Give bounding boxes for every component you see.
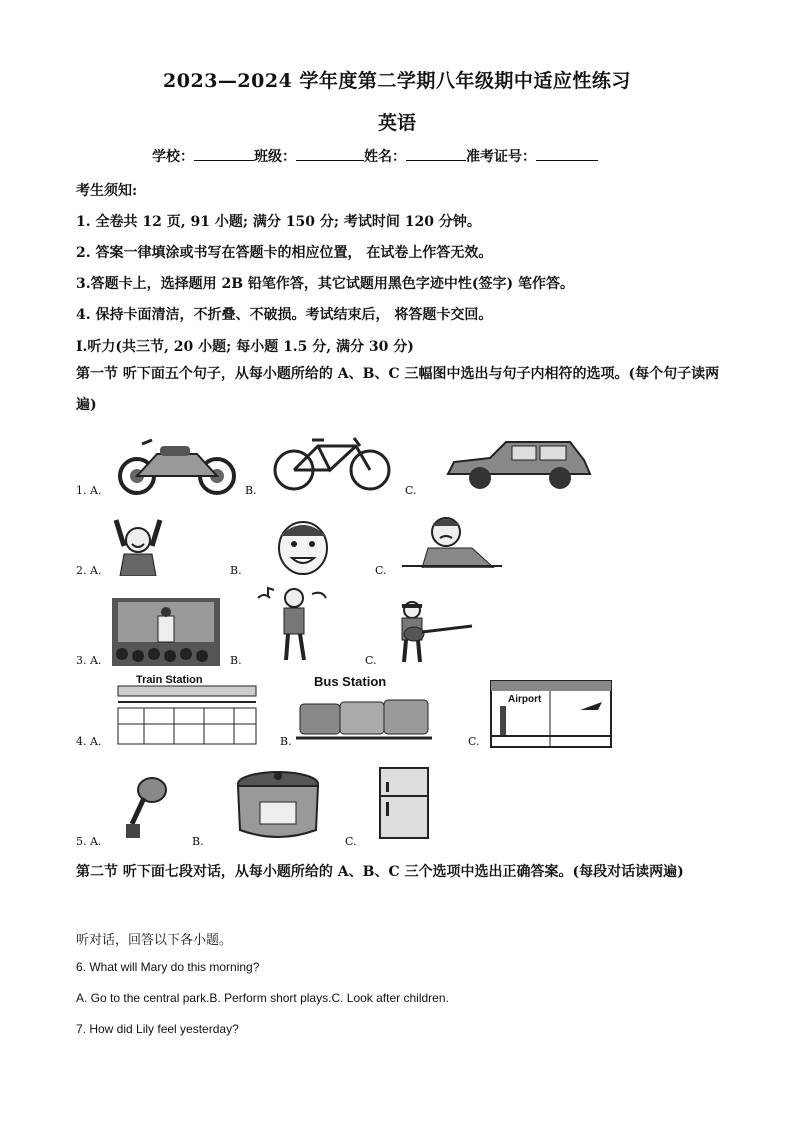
- dialogue-instruction: 听对话，回答以下各小题。: [76, 933, 233, 948]
- airport-image: [490, 680, 612, 748]
- q4-option-c-label: C.: [468, 735, 480, 748]
- q1-option-b-label: B.: [245, 484, 257, 497]
- subject-title: 英语: [377, 112, 416, 134]
- q3-option-b-label: B.: [230, 654, 242, 667]
- question-6-options: A. Go to the central park.B. Perform short plays.C. Look after children.: [76, 991, 449, 1005]
- q3-option-a-label: 3. A.: [76, 654, 102, 667]
- speech-stage-image: [112, 598, 220, 666]
- exam-id-label: 准考证号：: [466, 149, 536, 165]
- name-blank[interactable]: [406, 146, 466, 161]
- q2-option-c-label: C.: [375, 564, 387, 577]
- section2-instructions: 第二节 听下面七段对话，从每小题所给的 A、B、C 三个选项中选出正确答案。(每段对话读两遍): [76, 864, 684, 880]
- notice-item: 1. 全卷共 12 页, 91 小题; 满分 150 分; 考试时间 120 分钟。: [76, 214, 481, 230]
- notice-heading: 考生须知:: [76, 183, 138, 199]
- excited-boy-image: [112, 516, 164, 576]
- notice-item: 4. 保持卡面清洁，不折叠、不破损。考试结束后， 将答题卡交回。: [76, 307, 493, 323]
- exam-id-blank[interactable]: [536, 146, 598, 161]
- q5-option-b-label: B.: [192, 835, 204, 848]
- q2-option-a-label: 2. A.: [76, 564, 102, 577]
- question-6: 6. What will Mary do this morning?: [76, 960, 260, 974]
- exam-title: 2023—2024 学年度第二学期八年级期中适应性练习: [163, 70, 631, 92]
- train-station-image: [114, 672, 260, 746]
- airport-sign: Airport: [508, 694, 542, 705]
- class-blank[interactable]: [296, 146, 364, 161]
- rice-cooker-image: [230, 768, 326, 844]
- name-label: 姓名：: [364, 149, 406, 165]
- q1-option-a-label: 1. A.: [76, 484, 102, 497]
- q5-option-c-label: C.: [345, 835, 357, 848]
- motorcycle-image: [112, 436, 242, 496]
- bus-station-sign: Bus Station: [314, 674, 387, 689]
- bicycle-image: [268, 432, 396, 492]
- q1-option-c-label: C.: [405, 484, 417, 497]
- singing-boy-image: [252, 586, 332, 662]
- bus-station-image: [296, 674, 432, 744]
- q4-option-a-label: 4. A.: [76, 735, 102, 748]
- section1-instructions: 第一节 听下面五个句子，从每小题所给的 A、B、C 三幅图中选出与句子内相符的选项。(每个句子读两遍): [76, 366, 720, 413]
- car-image: [444, 436, 594, 492]
- q4-option-b-label: B.: [280, 735, 292, 748]
- school-blank[interactable]: [194, 146, 254, 161]
- question-7: 7. How did Lily feel yesterday?: [76, 1022, 239, 1036]
- student-info-fields: [152, 146, 598, 166]
- q5-option-a-label: 5. A.: [76, 835, 102, 848]
- sad-boy-image: [402, 512, 502, 568]
- notice-item: 3.答题卡上，选择题用 2B 铅笔作答，其它试题用黑色字迹中性(签字) 笔作答。: [76, 276, 575, 292]
- smiling-man-image: [268, 518, 338, 576]
- shower-head-image: [122, 774, 172, 840]
- refrigerator-image: [378, 766, 430, 840]
- q2-option-b-label: B.: [230, 564, 242, 577]
- guitar-player-image: [388, 600, 474, 664]
- class-label: 班级：: [254, 149, 296, 165]
- notice-item: 2. 答案一律填涂或书写在答题卡的相应位置， 在试卷上作答无效。: [76, 245, 493, 261]
- q3-option-c-label: C.: [365, 654, 377, 667]
- school-label: 学校：: [152, 149, 194, 165]
- listening-heading: Ⅰ.听力(共三节, 20 小题; 每小题 1.5 分, 满分 30 分): [76, 339, 414, 355]
- train-station-sign: Train Station: [136, 674, 203, 686]
